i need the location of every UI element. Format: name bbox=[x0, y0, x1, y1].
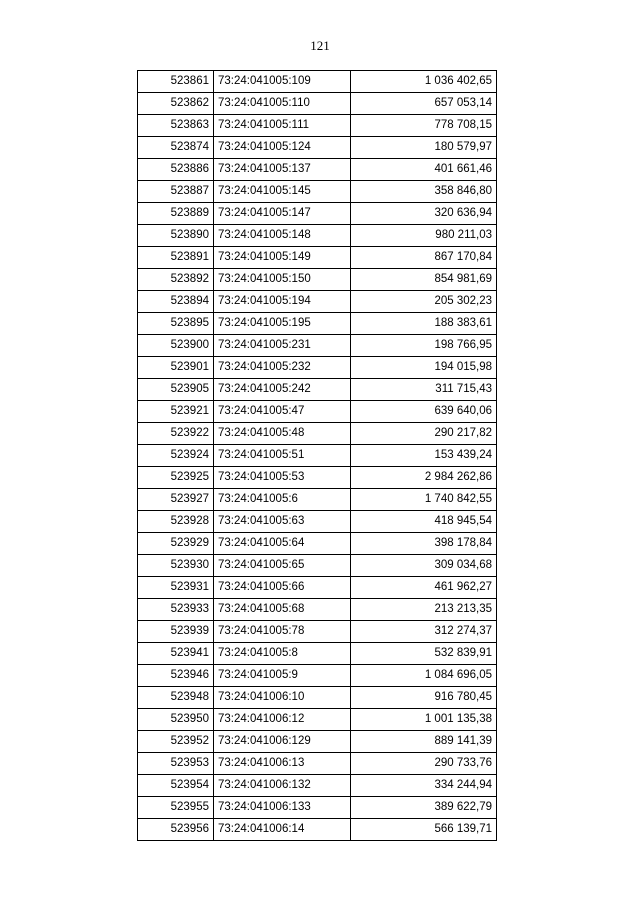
row-id-cell: 523952 bbox=[138, 731, 214, 753]
cadastral-number-cell: 73:24:041006:13 bbox=[214, 753, 351, 775]
cadastral-number-cell: 73:24:041005:66 bbox=[214, 577, 351, 599]
table-row bbox=[138, 687, 497, 709]
row-id-cell: 523862 bbox=[138, 93, 214, 115]
cadastral-value-cell: 1 036 402,65 bbox=[351, 71, 497, 93]
cadastral-number-cell: 73:24:041006:129 bbox=[214, 731, 351, 753]
row-id-cell: 523928 bbox=[138, 511, 214, 533]
cadastral-value-cell: 1 740 842,55 bbox=[351, 489, 497, 511]
cadastral-value-cell: 461 962,27 bbox=[351, 577, 497, 599]
row-id-cell: 523892 bbox=[138, 269, 214, 291]
cadastral-value-cell: 1 084 696,05 bbox=[351, 665, 497, 687]
row-id-cell: 523887 bbox=[138, 181, 214, 203]
row-id-cell: 523861 bbox=[138, 71, 214, 93]
row-id-cell: 523930 bbox=[138, 555, 214, 577]
table-row bbox=[138, 423, 497, 445]
cadastral-number-cell: 73:24:041005:6 bbox=[214, 489, 351, 511]
row-id-cell: 523939 bbox=[138, 621, 214, 643]
cadastral-number-cell: 73:24:041005:124 bbox=[214, 137, 351, 159]
cadastral-value-cell: 889 141,39 bbox=[351, 731, 497, 753]
table-row bbox=[138, 247, 497, 269]
table-row bbox=[138, 379, 497, 401]
row-id-cell: 523956 bbox=[138, 819, 214, 841]
cadastral-number-cell: 73:24:041005:145 bbox=[214, 181, 351, 203]
cadastral-value-cell: 320 636,94 bbox=[351, 203, 497, 225]
table-row bbox=[138, 731, 497, 753]
cadastral-value-cell: 532 839,91 bbox=[351, 643, 497, 665]
cadastral-number-cell: 73:24:041006:132 bbox=[214, 775, 351, 797]
row-id-cell: 523895 bbox=[138, 313, 214, 335]
cadastral-number-cell: 73:24:041005:148 bbox=[214, 225, 351, 247]
cadastral-number-cell: 73:24:041005:47 bbox=[214, 401, 351, 423]
cadastral-value-cell: 401 661,46 bbox=[351, 159, 497, 181]
cadastral-number-cell: 73:24:041005:64 bbox=[214, 533, 351, 555]
cadastral-value-cell: 312 274,37 bbox=[351, 621, 497, 643]
row-id-cell: 523921 bbox=[138, 401, 214, 423]
row-id-cell: 523946 bbox=[138, 665, 214, 687]
cadastral-number-cell: 73:24:041005:195 bbox=[214, 313, 351, 335]
table-row bbox=[138, 93, 497, 115]
cadastral-number-cell: 73:24:041005:53 bbox=[214, 467, 351, 489]
table-row bbox=[138, 621, 497, 643]
cadastral-number-cell: 73:24:041005:149 bbox=[214, 247, 351, 269]
table-row bbox=[138, 445, 497, 467]
row-id-cell: 523929 bbox=[138, 533, 214, 555]
table-row bbox=[138, 665, 497, 687]
table-row bbox=[138, 643, 497, 665]
cadastral-number-cell: 73:24:041005:110 bbox=[214, 93, 351, 115]
cadastral-value-cell: 1 001 135,38 bbox=[351, 709, 497, 731]
table-row bbox=[138, 753, 497, 775]
cadastral-value-cell: 290 733,76 bbox=[351, 753, 497, 775]
cadastral-value-cell: 290 217,82 bbox=[351, 423, 497, 445]
cadastral-number-cell: 73:24:041005:8 bbox=[214, 643, 351, 665]
cadastral-value-cell: 854 981,69 bbox=[351, 269, 497, 291]
cadastral-value-cell: 309 034,68 bbox=[351, 555, 497, 577]
row-id-cell: 523891 bbox=[138, 247, 214, 269]
row-id-cell: 523948 bbox=[138, 687, 214, 709]
cadastral-value-cell: 194 015,98 bbox=[351, 357, 497, 379]
row-id-cell: 523925 bbox=[138, 467, 214, 489]
cadastral-value-cell: 980 211,03 bbox=[351, 225, 497, 247]
table-body bbox=[138, 71, 497, 841]
cadastral-number-cell: 73:24:041005:194 bbox=[214, 291, 351, 313]
row-id-cell: 523889 bbox=[138, 203, 214, 225]
row-id-cell: 523924 bbox=[138, 445, 214, 467]
row-id-cell: 523931 bbox=[138, 577, 214, 599]
table-row bbox=[138, 313, 497, 335]
cadastral-number-cell: 73:24:041005:111 bbox=[214, 115, 351, 137]
table-row bbox=[138, 159, 497, 181]
table-row bbox=[138, 335, 497, 357]
cadastral-value-cell: 311 715,43 bbox=[351, 379, 497, 401]
cadastral-value-cell: 566 139,71 bbox=[351, 819, 497, 841]
table-row bbox=[138, 709, 497, 731]
table-row bbox=[138, 797, 497, 819]
row-id-cell: 523941 bbox=[138, 643, 214, 665]
row-id-cell: 523933 bbox=[138, 599, 214, 621]
row-id-cell: 523953 bbox=[138, 753, 214, 775]
cadastral-value-cell: 2 984 262,86 bbox=[351, 467, 497, 489]
table-row bbox=[138, 269, 497, 291]
table-row bbox=[138, 225, 497, 247]
row-id-cell: 523863 bbox=[138, 115, 214, 137]
row-id-cell: 523894 bbox=[138, 291, 214, 313]
cadastral-value-cell: 213 213,35 bbox=[351, 599, 497, 621]
cadastral-value-cell: 205 302,23 bbox=[351, 291, 497, 313]
cadastral-number-cell: 73:24:041005:78 bbox=[214, 621, 351, 643]
table-row bbox=[138, 115, 497, 137]
cadastral-value-cell: 916 780,45 bbox=[351, 687, 497, 709]
row-id-cell: 523901 bbox=[138, 357, 214, 379]
row-id-cell: 523874 bbox=[138, 137, 214, 159]
cadastral-value-cell: 389 622,79 bbox=[351, 797, 497, 819]
cadastral-number-cell: 73:24:041005:232 bbox=[214, 357, 351, 379]
cadastral-value-cell: 153 439,24 bbox=[351, 445, 497, 467]
table-row bbox=[138, 819, 497, 841]
cadastral-value-cell: 657 053,14 bbox=[351, 93, 497, 115]
cadastral-value-cell: 334 244,94 bbox=[351, 775, 497, 797]
cadastral-value-cell: 418 945,54 bbox=[351, 511, 497, 533]
cadastral-value-cell: 198 766,95 bbox=[351, 335, 497, 357]
cadastral-value-cell: 778 708,15 bbox=[351, 115, 497, 137]
row-id-cell: 523890 bbox=[138, 225, 214, 247]
table-row bbox=[138, 511, 497, 533]
cadastral-value-cell: 867 170,84 bbox=[351, 247, 497, 269]
cadastral-number-cell: 73:24:041006:12 bbox=[214, 709, 351, 731]
cadastral-number-cell: 73:24:041006:10 bbox=[214, 687, 351, 709]
cadastral-value-cell: 398 178,84 bbox=[351, 533, 497, 555]
cadastral-number-cell: 73:24:041005:9 bbox=[214, 665, 351, 687]
row-id-cell: 523954 bbox=[138, 775, 214, 797]
table-row bbox=[138, 203, 497, 225]
row-id-cell: 523900 bbox=[138, 335, 214, 357]
cadastral-value-cell: 358 846,80 bbox=[351, 181, 497, 203]
cadastral-number-cell: 73:24:041005:63 bbox=[214, 511, 351, 533]
table-row bbox=[138, 489, 497, 511]
row-id-cell: 523905 bbox=[138, 379, 214, 401]
table-row bbox=[138, 467, 497, 489]
table-row bbox=[138, 533, 497, 555]
table-row bbox=[138, 137, 497, 159]
row-id-cell: 523950 bbox=[138, 709, 214, 731]
cadastral-number-cell: 73:24:041005:150 bbox=[214, 269, 351, 291]
table-row bbox=[138, 181, 497, 203]
table-row bbox=[138, 599, 497, 621]
table-row bbox=[138, 357, 497, 379]
cadastral-value-cell: 639 640,06 bbox=[351, 401, 497, 423]
cadastral-number-cell: 73:24:041006:133 bbox=[214, 797, 351, 819]
cadastral-number-cell: 73:24:041005:109 bbox=[214, 71, 351, 93]
cadastral-value-cell: 188 383,61 bbox=[351, 313, 497, 335]
table-row bbox=[138, 401, 497, 423]
cadastral-number-cell: 73:24:041005:231 bbox=[214, 335, 351, 357]
row-id-cell: 523927 bbox=[138, 489, 214, 511]
cadastral-number-cell: 73:24:041005:137 bbox=[214, 159, 351, 181]
row-id-cell: 523886 bbox=[138, 159, 214, 181]
cadastral-value-table bbox=[137, 70, 497, 841]
row-id-cell: 523955 bbox=[138, 797, 214, 819]
cadastral-number-cell: 73:24:041005:68 bbox=[214, 599, 351, 621]
cadastral-number-cell: 73:24:041005:147 bbox=[214, 203, 351, 225]
table-row bbox=[138, 775, 497, 797]
cadastral-number-cell: 73:24:041005:242 bbox=[214, 379, 351, 401]
table-row bbox=[138, 555, 497, 577]
cadastral-number-cell: 73:24:041005:51 bbox=[214, 445, 351, 467]
row-id-cell: 523922 bbox=[138, 423, 214, 445]
cadastral-number-cell: 73:24:041006:14 bbox=[214, 819, 351, 841]
cadastral-number-cell: 73:24:041005:65 bbox=[214, 555, 351, 577]
cadastral-number-cell: 73:24:041005:48 bbox=[214, 423, 351, 445]
page-number: 121 bbox=[310, 38, 330, 53]
table-row bbox=[138, 291, 497, 313]
table-row bbox=[138, 577, 497, 599]
cadastral-value-cell: 180 579,97 bbox=[351, 137, 497, 159]
table-row bbox=[138, 71, 497, 93]
